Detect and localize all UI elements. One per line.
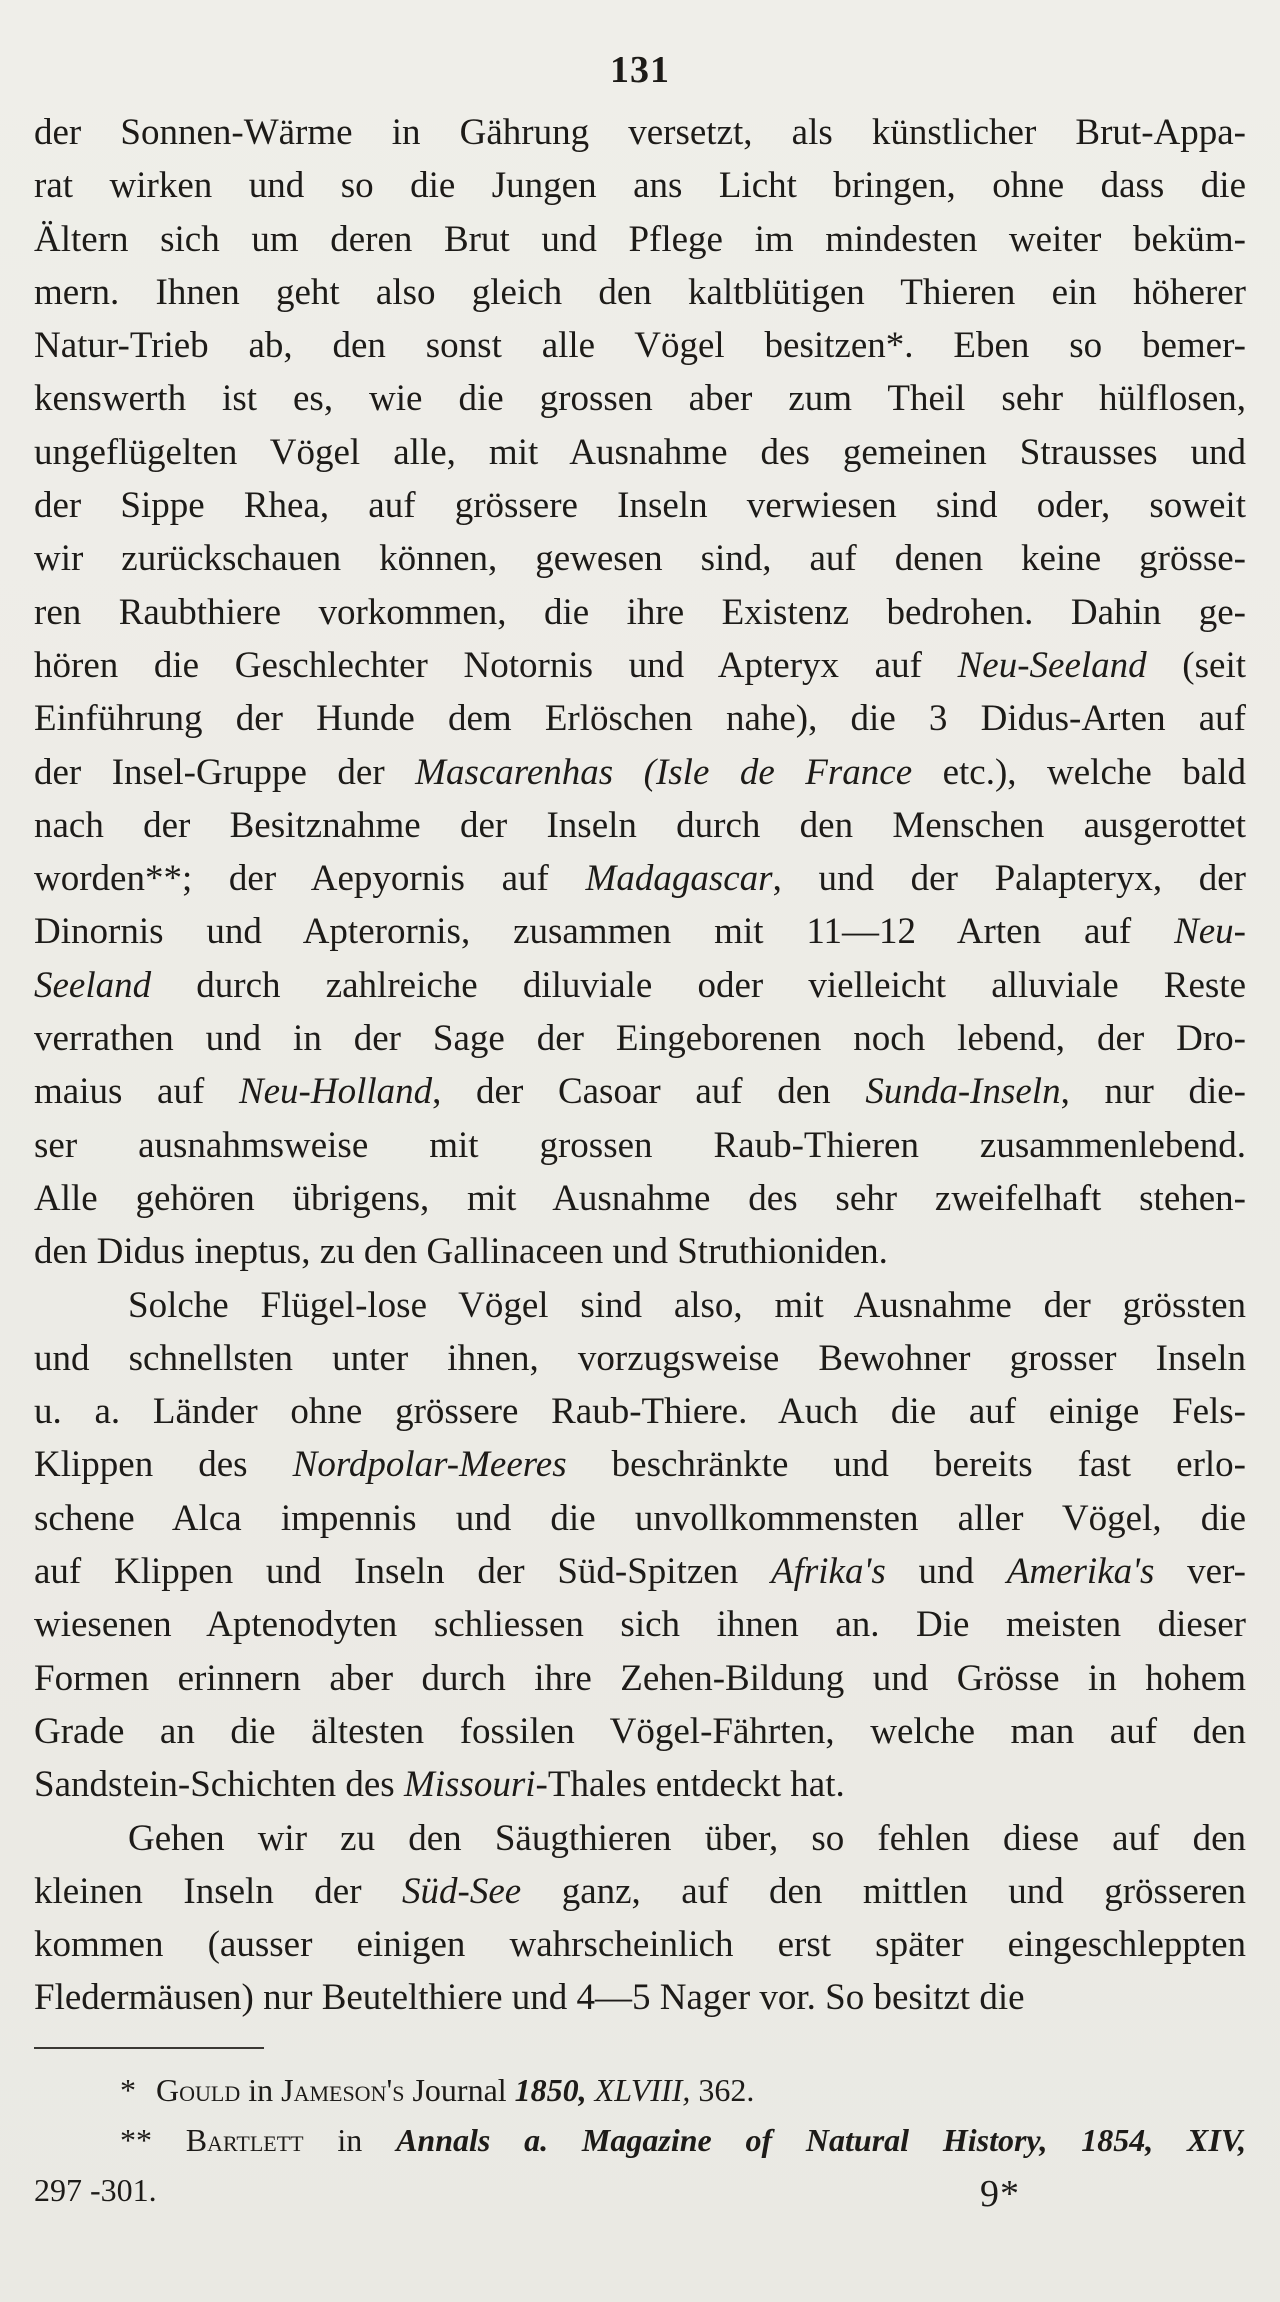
paragraph (34, 106, 1246, 1279)
text-line (34, 639, 1246, 692)
italic-term: Neu- (1174, 911, 1246, 953)
text-run: ungeflügelten Vögel alle, mit Ausnahme des gemeinen Strausses und (34, 431, 1246, 473)
text-line (34, 106, 1246, 159)
text-line (34, 479, 1246, 532)
text-run: Dinornis und Apterornis, zusammen mit 11—12 Arten auf (34, 911, 1175, 953)
footnote-2-volume: XIV, (1187, 2121, 1247, 2158)
page-number: 131 (610, 49, 670, 91)
footnote-2-continuation (34, 2165, 1246, 2215)
footnote-1-pages: 362. (698, 2071, 755, 2108)
text-line (34, 1812, 1246, 1865)
footnote-2-pages: 297 -301. (34, 2171, 157, 2208)
footnote-1-source: Jameson's (281, 2071, 405, 2108)
text-line (34, 1385, 1246, 1438)
footnote-divider (34, 2047, 264, 2049)
footnote-1 (34, 2065, 1246, 2115)
paragraph (34, 1279, 1246, 1812)
text-line (34, 1438, 1246, 1491)
text-line (34, 959, 1246, 1012)
italic-term: Neu-Holland (238, 1071, 433, 1113)
text-run: ver- (1154, 1551, 1247, 1593)
text-run: der Sippe Rhea, auf grössere Inseln verwiesen sind oder, soweit (34, 485, 1246, 527)
text-run: worden**; der Aepyornis auf (34, 858, 586, 900)
text-run: Sandstein-Schichten des (34, 1764, 404, 1806)
text-line (34, 586, 1246, 639)
text-line (34, 1971, 1246, 2024)
text-run: hören die Geschlechter Notornis und Apteryx auf (34, 644, 958, 686)
text-run: Ältern sich um deren Brut und Pflege im mindesten weiter beküm- (34, 218, 1246, 260)
text-line (34, 1652, 1246, 1705)
text-run: Fledermäusen) nur Beutelthiere und 4—5 Nager vor. So besitzt die (34, 1977, 1025, 2019)
text-run: , nur die- (1060, 1071, 1246, 1113)
text-run: auf Klippen und Inseln der Süd-Spitzen (34, 1551, 771, 1593)
text-run: wiesenen Aptenodyten schliessen sich ihnen an. Die meisten dieser (34, 1604, 1246, 1646)
text-run: der Insel-Gruppe der (34, 751, 416, 793)
text-line (34, 692, 1246, 745)
text-run: u. a. Länder ohne grössere Raub-Thiere. Auch die auf einige Fels- (34, 1391, 1246, 1433)
footnote-1-year: 1850, (514, 2071, 587, 2108)
text-line (34, 1012, 1246, 1065)
text-run: maius auf (34, 1071, 239, 1113)
text-run: , und der Palapteryx, der (772, 858, 1246, 900)
italic-term: Mascarenhas (Isle de France (415, 751, 913, 793)
footnote-2-mark: ** (120, 2121, 152, 2158)
text-run: kenswerth ist es, wie die grossen aber zum Theil sehr hülflosen, (34, 378, 1246, 420)
text-run: der Sonnen-Wärme in Gährung versetzt, als künstlicher Brut-Appa- (34, 112, 1246, 153)
text-run: Solche Flügel-lose Vögel sind also, mit Ausnahme der grössten (128, 1284, 1246, 1326)
text-line (34, 1119, 1246, 1172)
footnote-2-title: Annals a. Magazine of Natural History, (396, 2121, 1048, 2158)
text-line (34, 1705, 1246, 1758)
text-run: Klippen des (34, 1444, 293, 1486)
footnote-1-mark: * (120, 2071, 136, 2108)
italic-term: Nordpolar-Meeres (292, 1444, 567, 1486)
footnote-1-journal: Journal (412, 2071, 507, 2108)
italic-term: Amerika's (1006, 1551, 1155, 1593)
text-line (34, 1225, 1246, 1278)
footnote-2-in: in (337, 2121, 363, 2158)
italic-term: Afrika's (770, 1551, 886, 1593)
text-run: etc.), welche bald (912, 751, 1246, 793)
paragraph (34, 1812, 1246, 2025)
text-run: Formen erinnern aber durch ihre Zehen-Bildung und Grösse in hohem (34, 1657, 1246, 1699)
text-run: Gehen wir zu den Säugthieren über, so fehlen diese auf den (128, 1817, 1246, 1859)
text-run: (seit (1146, 644, 1246, 686)
text-line (34, 1758, 1246, 1811)
text-line (34, 1865, 1246, 1918)
text-line (34, 532, 1246, 585)
text-run: Einführung der Hunde dem Erlöschen nahe), die 3 Didus-Arten auf (34, 698, 1246, 740)
italic-term: Seeland (34, 964, 152, 1006)
text-run: -Thales entdeckt hat. (535, 1764, 845, 1806)
text-run: durch zahlreiche diluviale oder vielleicht alluviale Reste (151, 964, 1246, 1006)
text-run: den Didus ineptus, zu den Gallinaceen und Struthioniden. (34, 1231, 888, 1273)
text-run: verrathen und in der Sage der Eingeborenen noch lebend, der Dro- (34, 1018, 1246, 1060)
text-run: ser ausnahmsweise mit grossen Raub-Thieren zusammenlebend. (34, 1124, 1246, 1166)
text-line (34, 1492, 1246, 1545)
italic-term: Neu-Seeland (957, 644, 1147, 686)
text-line (34, 1279, 1246, 1332)
footnote-1-in: in (248, 2071, 274, 2108)
body-text (34, 106, 1246, 2025)
text-line (34, 1172, 1246, 1225)
italic-term: Sunda-Inseln (865, 1071, 1061, 1113)
footnote-2 (34, 2115, 1246, 2165)
footnote-1-author: Gould (156, 2071, 241, 2108)
text-run: Alle gehören übrigens, mit Ausnahme des sehr zweifelhaft stehen- (34, 1177, 1246, 1219)
text-run: schene Alca impennis und die unvollkommensten aller Vögel, die (34, 1497, 1246, 1539)
text-run: und (885, 1551, 1007, 1593)
text-line (34, 1332, 1246, 1385)
text-line (34, 1545, 1246, 1598)
footnote-1-volume: XLVIII, (594, 2071, 691, 2108)
text-run: ren Raubthiere vorkommen, die ihre Existenz bedrohen. Dahin ge- (34, 591, 1246, 633)
text-line (34, 799, 1246, 852)
text-line (34, 266, 1246, 319)
text-line (34, 1065, 1246, 1118)
footnote-2-year: 1854, (1081, 2121, 1154, 2158)
text-line (34, 319, 1246, 372)
text-run: kommen (ausser einigen wahrscheinlich erst später eingeschleppten (34, 1924, 1246, 1966)
text-line (34, 1918, 1246, 1971)
text-run: , der Casoar auf den (432, 1071, 866, 1113)
text-line (34, 159, 1246, 212)
text-line (34, 746, 1246, 799)
text-run: und schnellsten unter ihnen, vorzugsweise Bewohner grosser Inseln (34, 1337, 1246, 1379)
text-run: mern. Ihnen geht also gleich den kaltblütigen Thieren ein höherer (34, 271, 1246, 313)
text-run: wir zurückschauen können, gewesen sind, auf denen keine grösse- (34, 538, 1246, 580)
text-run: rat wirken und so die Jungen ans Licht bringen, ohne dass die (34, 165, 1246, 207)
signature-mark: 9* (980, 2173, 1020, 2215)
text-run: beschränkte und bereits fast erlo- (566, 1444, 1246, 1486)
italic-term: Missouri (403, 1764, 536, 1806)
text-line (34, 905, 1246, 958)
text-run: Natur-Trieb ab, den sonst alle Vögel besitzen*. Eben so bemer- (34, 325, 1246, 367)
text-run: kleinen Inseln der (34, 1870, 403, 1912)
text-run: Grade an die ältesten fossilen Vögel-Fährten, welche man auf den (34, 1710, 1246, 1752)
text-line (34, 213, 1246, 266)
italic-term: Madagascar (585, 858, 773, 900)
text-run: ganz, auf den mittlen und grösseren (521, 1870, 1246, 1912)
text-line (34, 426, 1246, 479)
text-line (34, 852, 1246, 905)
text-line (34, 1598, 1246, 1651)
footnote-2-author: Bartlett (185, 2121, 304, 2158)
text-run: nach der Besitznahme der Inseln durch den Menschen ausgerottet (34, 804, 1246, 846)
text-line (34, 372, 1246, 425)
italic-term: Süd-See (402, 1870, 522, 1912)
